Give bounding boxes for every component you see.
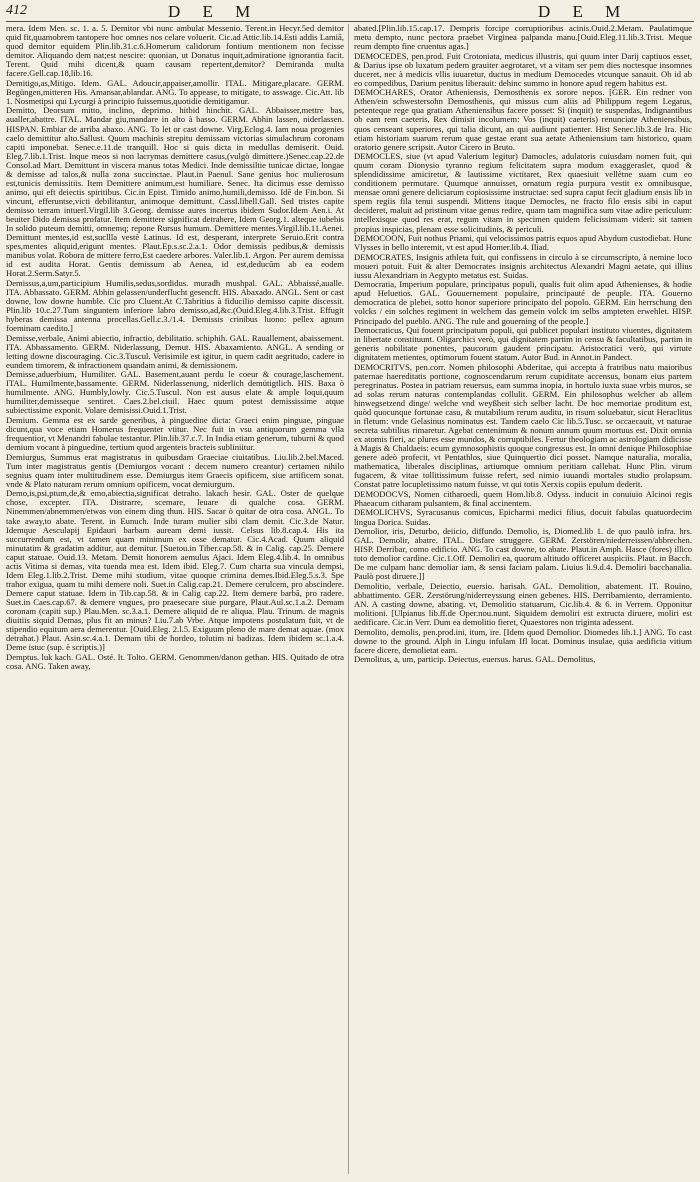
entry-demochares: DEMOCHARES, Orator Atheniensis, Demosthenis ex sorore nepos. [GER. Ein redner von Athen/ein schwestersohn Demosthenis, qui missus cum aliis ad Philippum regem Legatus, petenteque rege qua gratiam Atheniensibus facere posset: Si (inquit) te suspendas, Indignantibus ob eam rem caeteris, Rex dimisit incolumem: Vos (inquit) caeteris) renunciate Atheniensibus, quos censeant superiores, qui talia dicunt, an qui audiunt patienter. Hist Senec.lib.3.de Ira. Hic etiam historiam suarum rerum quae gestae erant sua aetate Atheniensium tam historico, quam oratorio genere scripsit. Autor Cicero in Bruto. xyxy=(354,87,692,152)
entry-democritus: DEMOCRITVS, pen.corr. Nomen philosophi Abderitae, qui accepta à fratribus natu maioribus paternae haereditatis portione, cognoscendarum rerum cupiditate accensus, bonam eius partem peregrinatus. Postea in patriam reuersus, eam summa inopia, in hortulo iuxta suae vrbis muros, se ad solas rerum naturas contemplandas collulit. GERM. Ein philosophus welcher ab allem hinwegsetzend dinge/ welche vnd weyßheit sich selber lacht. De hoc memoriae proditum est, quòd quocunque fortunae casu, & mutabilium rerum auditu, in risum soluebatur, sicut Heraclitus in fletum: vnde Gelasinus nominatus est. Tandem caelo Cic lib.5.Tusc. se occaecauit, vt naturae secreta subtilius rimaretur. Agebat centenimum & nonum annum quum mortuus est. Dixit omnia ex atomis fieri, ac plures esse mundos, & corruptibiles. Fertur theologiam ac astrologiam didicisse à Magis & Chaldaeis: ecum gymnosophistis quoque congressus est. In omni denique Philosophiae genere adeò profecit, vt Pentathlos, siue Quinquertio dici posset. Namque naturalia, moralia, mathematica, liberales disciplinas, artiumque omnium peritiam callebat. Hunc Plin. virum fugacem, & vitae tollitissimum fuisse refert, sed nimio iuuandi mortales studio prolapsum. Constat patre locupletissimo natum fuisse, vt qui totis Xerxis copiis epulum dederit. xyxy=(354,361,692,490)
entry-demptus-cont: abated.[Plin.lib.15.cap.17. Dempris forcipe corruptioribus acinis.Ouid.2.Metam. Paulatimque metu dempto, nunc pectora praebet Virginea palpanda manu.[Ouid.Eleg.11.lib.3.Trist. Meque reum dempto fine cruentus agas.] xyxy=(354,24,692,52)
entry-demissio: Demisse,verbale, Animi abiectio, infractio, debilitatio. schiphih. GAL. Rauallement, abaissement. ITA. Abbassamento. GERM. Niderlassung, Demut. HIS. Abaxamiento. ANGL. A sending or letting downe discouraging. Cic.3.Tuscul. Verisimile est igitur, in quem cadit aegritudo, cadere in eundem timorem, & infractionem quandam animi, & demissionem. xyxy=(6,332,344,370)
entry-democrates: DEMOCRATES, Insignis athleta fuit, qui confissens in circulo à se circumscripto, à nemine loco moueri potuit. Fuit & alter Democrates insignis architectus Alexandri Magni aetate, qui illius iussu Alexandriam in Aegypto metatus est. Suidas. xyxy=(354,251,692,280)
entry-democles: DEMOCLES, siue (vt apud Valerium legitur) Damocles, adulatoris cuiusdam nomen fuit, qui quum coram Dionysio tyranno regium felicitatem supra modum exaggeraslet, quod & splendidissime amiciretur, & lautissime victitaret, Rex quaesiuit vellètne suam cum eo conditionem permutare. Quumque annuisset, ornatum regia purpura vestit ex omnibusque, mensae omni genere deliciarum copiosissime instructae: sed supra caput fecit gladium ensis lib in spem regiis fila tenui suspendi. Mittens itaque Democles, ne fracto filo ensis sibi in caput decideret, maluit ad pristinum vitae genus redire, quam tam magnifica sum vitae adire periculum: intellexisque quod res erat, regum vitam in specimen quidem felicissimam videri: sit tamen propius inspicias, plenam esse solicitudinis, & periculi. xyxy=(354,151,692,234)
entry-demitto: Demitto, Deorsum mitto, inclino, deprimo. hitbid hinchit. GAL. Abbaisser,mettre bas, aualler,abattre. ITAL. Mandar giu,mandare in alto à basso. GERM. Abhin lassen, niderlassen. HISPAN. Embiar de arriba abaxo. ANG. To let or cast downe. Virg.Eclog.4. Iam noua progenies caelo demittitur alto.Sallust. Quum machinis strepitu demissam victorias simulachrum coronam capiti imponebat. Senec.e.11.de tranquill. Hoc si quis dicta in medullas demiserit. Ouid. Eleg.7.lib.1.Trist. Inque meos si non lacrymas demittere casus,(vulgò dimittere.)Senec.cap.22.de Consol.ad Mart. Demittunt in viscera manus totas Medici. Inde demissiltie tunicae dictae, longae & demisse ad talos,& nulla zona succinctae. Plaut.in Paenul. Sane genius hoc mulierosum est,tunicis demissitiis. Item Demittere animum,est humiliare. Senec. Ita dicimus esse demisso animo, qui eft deiectis spiritibus. Cic.in Epist. Timido animo,humili,demisso. Idē de Fin.bon. Si vincunt, efferuntse,victi debilitantur, animoque demittunt. Cassl.libell.Gall. Sed tristes capite demisso terram intuerl.Virgil.lib 3.Georg. demisse aures incertus ibidem Sudor.Idem Aen.i. At beuiter Dido demissa profatur. Item demittere significat detrahere, Idem Georg.1. alteque iubebis In solido puteum demitti, omnemq; repone Rursus humum. Demittere mentes.Virgil.lib.11.Aenei. Demittunt mentes,id est,sucllla vestè Latinus. Id est, desperant, interprete Seruio.Erit contra spes,mentes aliquid,erigunt mentes. Plaut.Ep.s.sc.2.a.1. Odor demissis pedibus,& demissis manibus volat. Robora de mittere ferro,Est caedere arbores. Valer.lib.1. Argon. Per aurem demissa id est audita Horat. Gentis demissum ab Aenea, id est,deducūm ab ea eodem Horat.2.Serm.Satyr.5. xyxy=(6,105,344,279)
column-divider xyxy=(348,24,349,1174)
entry-democoon: DEMOCOON, Fuit nothus Priami, qui velocissimos patris equos apud Abydum custodiebat. Hunc Vlysses in bello interemit, vt est apud Homer.lib.4. Iliad. xyxy=(354,233,692,253)
left-column xyxy=(6,24,344,1174)
entry-demissus: Demissus,a,um,participium Humilis,sedus,sordidus. muradh mushpal. GAL. Abbaissé,aualle. ITA. Abbassato. GERM. Abhin gelassen/underflucht gesencft. HIS. Abaxado. ANGL. Sent or cast downe, low downe humble. Cic pro Cluent.At C.Tabritius à fiducilio demisso capite discessit. Plin.lib 10.c.27.Tum singuntem inferiore labro demisso,ad,&c.(Ouid.Eleg.4.lib.3.Trist. Effugit hyberas demissa antenna procellas.Gell.c.3./1.4. Demissis crinibus luono: pellex agnum foeminam caedito.] xyxy=(6,277,344,334)
entry-demolior: Demolior, iris, Deturbo, deiicio, diffundo. Demolio, is, Diomed.lib 1. de quo paulò infra. hrs. GAL. Demolir, abatre. ITAL. Disfare struggere. GERM. Zerstören/niederreissen/abbrechen. HISP. Derribar, como edificio. ANG. To cast downe, to abate. Plaut.in Amph. Hasce (fores) illico toto demolior cardine. Cic.1.Off. Demoliri ea, quorum altitudo officeret auspiciis. Plaut. in Bacch. De me culpam hanc demoliar iam, & sensi faciam palam. Liuius li.9.d.4. Demoliri bacchanalia. Paulò post diruere.]] xyxy=(354,526,692,582)
entry-demolichus: DEMOLICHVS, Syracusanus comicus, Epicharmi medici filius, docuit fabulas quatuordecim lingua Dorica. Suidas. xyxy=(354,507,692,527)
entry-demo: Demo,is,psi,ptum,de,& emo,abiectia,significat detraho. lakach hesir. GAL. Oster de quelque chose, excepter. ITA. Distrarre, scemare, leuare di qualche cosa. GERM. Ninemmen/abnemmen/etwas von einem ding thun. HIS. Sacar ò quitar de otra cosa. ANGL. To take away,to abate. Terent. in Eunuch. Inde turam mulier sibi clam demit. Cic.3.de Natur. Idemque Aesculapij Epidauri barbam auream demi iussit. Celsus lib.8.cap.4. His ita succurrendum est, vt tamen quam minimum ex osse dematur. Cic.4.Acad. Quum aliquid minutatim & gradatim additur, aut demitur. [Suetou.in Tiber.cap.58. & in Calig. cap.25. Demere caput statuae. Ouid.13. Metam. Demit honorem aemulus Ajaci. Idem Eleg.4.lib.4. In omnibus actis Vitima si demas, vita tuenda mea est. Idem ibid. Eleg.7. Cum charta sua vincula dempsi, Idem Eleg.1.lib.2.Trist. Deme mihi studium, vitae quoque crimina demes.Ibid.Eleg.5.s.3. Spe trahor exigua, quam tu mihi demere noli. Suet.in Calig.cap.21. Demere cerulcem, pro abscindere. Demere caput statuae. Idem in Tib.cap.58. & in Calig cap.22. Item demere barbā, pro radere. Suet.in Caes.cap.67. & demere vngues, pro praesecare siue purgare, Plaut.Aul.sc.1.a.2. Demam coronam (capiti sup.) Plau.Men. sc.3.a.1. Demere aliquid de re aliqua. Plau. Trinum. de magnis diuitiis siquid Demas, plus fit an minus? Liu.7.ab Vrbe. Atque impotens postulatum fuit, vt de stipendio equitum aera demerentur. [Ouid.Eleg. 2.l.5. Exiguum pleno de mare demat aquae. (mox detrahat.) Plaut. Asin.sc.4.a.1. Demam tibi de hordeo, tolutim ni badizas. Idem ibidem sc.1.a.4. Deme istuc (sup. è scriptis.)] xyxy=(6,488,344,653)
entry-democratia: Democratia, Imperium populare, principatus populi, qualis fuit olim apud Athenienses, & hodie apud Heluetios. GAL. Gouuernement populaire, principauté de peuple. ITA. Gouerno democratica de plebei, sotto honor superiore principato del popolo. GERM. Ein herrschung den volcks / ein solches regiment in welchem das gemein volck im selbs ampteten erwehlet. HISP. Principado del pueblo. ANG. The rule and gouerning of the people.] xyxy=(354,279,692,326)
running-head-left: D E M xyxy=(168,2,260,21)
running-head-right: D E M xyxy=(538,2,630,21)
page-number: 412 xyxy=(6,3,27,18)
entry-demodocus: DEMODOCVS, Nomen citharoedi, quem Hom.lib.8. Odyss. inducit in conuiuio Alcinoi regis Phaeacum citharam pulsantem, & final accinentem. xyxy=(354,488,692,508)
header-rule xyxy=(6,21,694,22)
entry-democedes: DEMOCEDES, pen.prod. Fuit Crotoniata, medicus illustris, qui quum inter Darij captiuos esset, & Darius ipse ob luxatum pedem grauiter aegrotaret, vt a vitam ser pem dies noctesque insomnes duceret, nec à medicis vllis iuuaretur, ductus in medium Democedes vtcunque sanauit. Ob id ab eo compedibus, Darium penitus liberauit: dehinc summo in honore apud regem habitus est. xyxy=(354,50,692,88)
running-head xyxy=(0,2,700,22)
entry-demolio: Demolito, demolis, pen.prod.ini, itum, ire. [Idem quod Demolior. Diomedes lib.1.] ANG. To cast downe to the ground. Alph in Lingu infulam Ifl locat. Dominus insulae, quia aedificia vitium facere dicere, demolietat eam. xyxy=(354,626,692,655)
entry-demisse: Demisse,aduerbium, Humiliter. GAL. Basement,auant perdu le coeur & courage,laschement. ITAL. Humilmente,bassamente. GERM. Niderlassenung, niderlich demütigtlich. HIS. Baxa ò humilmente. ANG. Humbly,lowly. Cic.5.Tuscul. Non est ausus elate & ample loqui,quum humiliter,demisseque sentiret. Caes.2.bel.ciuil. Haec quum potest demississime atque subiectissime exponit. Volare demisissi.Ouid.1.Trist. xyxy=(6,369,344,416)
entry-demolitio: Demolitio, verbale, Deiectio, euersio. harisah. GAL. Demolition, abatement. IT. Rouino, abbattimento. GER. Zerstörung/niderreyssung einen gebenes. HIS. Derribamiento, derramiento. AN. A casting downe, abating. vt, Demolitio statuarum, Cic.lib.4. & 6. in Verrem. Opponitur molitioni. [Ulpianus lib.ff.de Oper.nou.nunt. Siquidem demoliri est extructa diruere, moliri est aedificare. Cic.in Verr. Dum ea demolitio fieret, Quaestores non triginta adessent. xyxy=(354,580,692,628)
entry-democraticus: Democraticus, Qui fouent principatum populi, qui publicet populari instituto viuentes, dignitatem in libertate constituunt. Oligarchici verò, qui dignitatem partim in censu & facultatibus, partim in generis nobilitate ponentes, paucorum gaudent principatu. Aristocratici verò, qui virtute dignitatem metientes, optimorum fouent statum. Autor Bud. in Annot.in Pandect. xyxy=(354,325,692,363)
entry-demitigo: Demitigo,as,Mitigo. Idem. GAL. Adoucir,appaiser,amollir. ITAL. Mitigare,placare. GERM. Begüngen,mitteren His. Amansar,ablandar. ANG. To appease, to mitigate, to asswage. Cic.Att. lib 1. Nosmetipsi qui Lycurgi à principio fuissemus,quotidie demitigamur. xyxy=(6,77,344,106)
entry-demolitus: Demolitus, a, um, particip. Deiectus, euersus. harus. GAL. Demolitus, xyxy=(354,654,596,665)
right-column xyxy=(354,24,692,1174)
entry-demiurgus: Demiurgus, Summus erat magistratus in quibusdam Graeciae ciuitatibus. Liu.lib.2.bel.Maced. Tum inter magistratus gentis (Demiurgos vocant : decem numero creantur) certamen nihilo segnius quam inter multitudinem esse. Demiurgus item Graecis opificem, siue artificem sonat. vnde & Plato naturam rerum omnium opificem, vocat demiurgum. xyxy=(6,451,344,489)
entry-demptus: Demptus. luk kach. GAL. Osté. It. Tolto. GERM. Genommen/danon gethan. HIS. Quitado de otra cosa. ANG. Taken away, xyxy=(6,651,344,671)
entry-demiror-cont: mera. Idem Men. sc. 1. a. 5. Demitor vbi nunc ambulat Messenio. Terent.in Hecyr.5ed demitor quid fit,quamobrem tantopere hoc omnes nos celare voluerit. Cic.ad Attic.lib.14.Esti addis Lamiā, quod demitor equidem Plin.lib.31.c.6.Homerum calidorum fontium mentionem non fecisse demitor. Aliquando dem nat;est nescire: quonian, ut Donatus inquit,admiratione ignorantia facit. Terent. Quid mihi dicent,& quam causam repertent,demitor? Demiranda multa facere.Gell.cap.18,lib.16. xyxy=(6,24,344,79)
entry-demium: Demium. Gemma est ex sarde generibus, à pinguedine dicta: Graeci enim pinguae, pinguae dicunt,qua voce etiam Homerus frequenter vtitur. Nec fuit in vsu antiquorum gemma vlla frequentior, vt Menandri fabulae testantur. Plin.lib.37.c.7. In India etiam generum, tuburni & quod demium vocant à pinguedine, tertium quod argenteis bracteis subliniitur. xyxy=(6,415,344,453)
